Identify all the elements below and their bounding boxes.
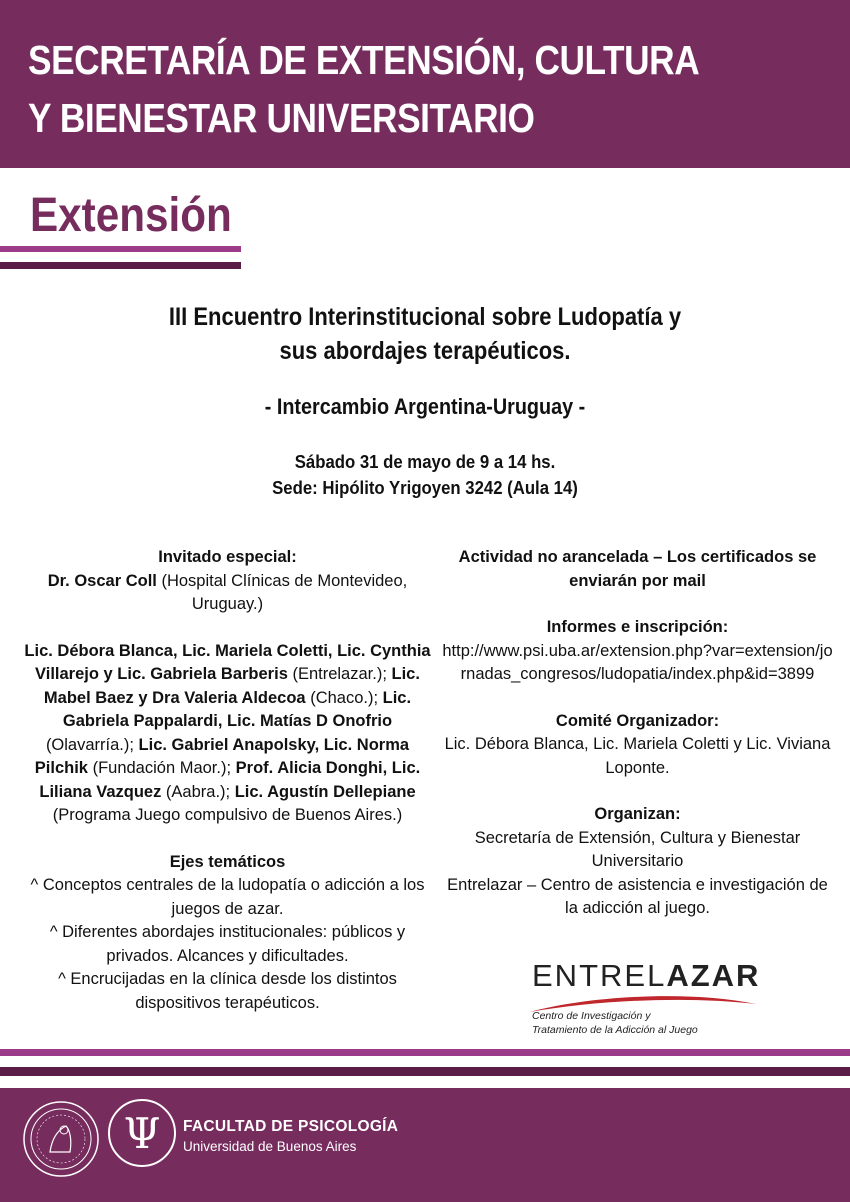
speaker-affiliation: (Olavarría.); <box>45 735 139 754</box>
event-title <box>0 300 850 368</box>
speaker-names: Lic. Débora Blanca, Lic. Mariela Coletti, Lic. Cynthia Villarejo y Lic. Gabriela Barberis <box>24 641 431 683</box>
wordmark-part-a: ENTREL <box>532 958 667 993</box>
section-title: Extensión <box>30 189 232 242</box>
speaker-names: Prof. Alicia Donghi, Lic. Liliana Vazquez <box>39 759 421 801</box>
university-name: Universidad de Buenos Aires <box>183 1139 357 1154</box>
wordmark-part-b: AZAR <box>666 958 761 993</box>
info-block <box>440 616 835 687</box>
event-title-line1: III Encuentro Interinstitucional sobre Ludopatía y <box>168 303 682 331</box>
committee-members: Lic. Débora Blanca, Lic. Mariela Coletti y Lic. Viviana Loponte. <box>444 735 831 777</box>
entrelazar-caption2: Tratamiento de la Adicción al Juego <box>532 1024 698 1036</box>
header-title-line2: Y BIENESTAR UNIVERSITARIO <box>28 95 535 141</box>
axis-item: ^ Encrucijadas en la clínica desde los distintos dispositivos terapéuticos. <box>58 970 397 1012</box>
event-subtitle <box>0 394 850 420</box>
faculty-name: FACULTAD DE PSICOLOGÍA <box>183 1118 399 1135</box>
speaker-names: Lic. Gabriel Anapolsky, Lic. Norma Pilchik <box>34 735 410 777</box>
speaker-names: Lic. Gabriela Pappalardi, Lic. Matías D Onofrio <box>62 688 412 730</box>
guest-block <box>20 546 435 617</box>
speaker-affiliation: (Aabra.); <box>161 782 235 801</box>
organizer-item: Secretaría de Extensión, Cultura y Bienestar Universitario <box>474 828 801 870</box>
section-underline-top <box>0 246 241 252</box>
footer-banner <box>0 1088 850 1202</box>
free-note: Actividad no arancelada – Los certificados se enviarán por mail <box>458 548 817 590</box>
event-title-line2: sus abordajes terapéuticos. <box>279 337 571 365</box>
event-venue: Sede: Hipólito Yrigoyen 3242 (Aula 14) <box>272 478 578 498</box>
event-when <box>0 449 850 501</box>
speaker-affiliation: (Chaco.); <box>305 688 383 707</box>
committee-block <box>440 710 835 781</box>
right-column <box>440 546 835 944</box>
info-heading: Informes e inscripción: <box>546 618 729 636</box>
organizers-heading: Organizan: <box>594 805 681 823</box>
speaker-affiliation: (Fundación Maor.); <box>87 759 236 777</box>
speaker-affiliation: (Programa Juego compulsivo de Buenos Aires.) <box>52 806 403 824</box>
section-underline-bottom <box>0 262 241 269</box>
event-subtitle-text: - Intercambio Argentina-Uruguay - <box>264 394 586 419</box>
info-url-link[interactable]: http://www.psi.uba.ar/extension.php?var=extension/jornadas_congresos/ludopatia/index.php&id=3899 <box>442 641 833 683</box>
event-date: Sábado 31 de mayo de 9 a 14 hs. <box>294 452 556 472</box>
entrelazar-logo <box>528 958 761 1040</box>
footer-stripe-bottom <box>0 1067 850 1076</box>
guest-heading: Invitado especial: <box>158 548 297 566</box>
entrelazar-caption1: Centro de Investigación y <box>532 1010 651 1022</box>
organizers-block <box>440 803 835 921</box>
left-column <box>20 546 435 1038</box>
footer-stripe-top <box>0 1049 850 1056</box>
axis-item: ^ Diferentes abordajes institucionales: públicos y privados. Alcances y dificultades. <box>49 923 406 965</box>
guest-affiliation: (Hospital Clínicas de Montevideo, Uruguay.) <box>156 571 408 613</box>
university-seal-icon <box>22 1100 100 1178</box>
speakers-block <box>20 640 435 828</box>
entrelazar-wordmark <box>532 958 760 994</box>
committee-heading: Comité Organizador: <box>555 711 720 730</box>
speaker-affiliation: (Entrelazar.); <box>287 665 392 683</box>
psi-logo-icon <box>107 1098 177 1168</box>
guest-name: Dr. Oscar Coll <box>47 571 157 590</box>
organizer-item: Entrelazar – Centro de asistencia e investigación de la adicción al juego. <box>447 875 828 917</box>
axes-block <box>20 851 435 1016</box>
psi-glyph: Ψ <box>123 1109 161 1158</box>
header-banner <box>0 0 850 168</box>
axis-item: ^ Conceptos centrales de la ludopatía o adicción a los juegos de azar. <box>30 876 425 918</box>
header-title-line1: SECRETARÍA DE EXTENSIÓN, CULTURA <box>28 37 700 83</box>
speaker-names: Lic. Mabel Baez y Dra Valeria Aldecoa <box>43 665 420 707</box>
axes-heading: Ejes temáticos <box>169 852 286 871</box>
free-note-block <box>440 546 835 593</box>
speaker-names: Lic. Agustín Dellepiane <box>234 782 416 801</box>
